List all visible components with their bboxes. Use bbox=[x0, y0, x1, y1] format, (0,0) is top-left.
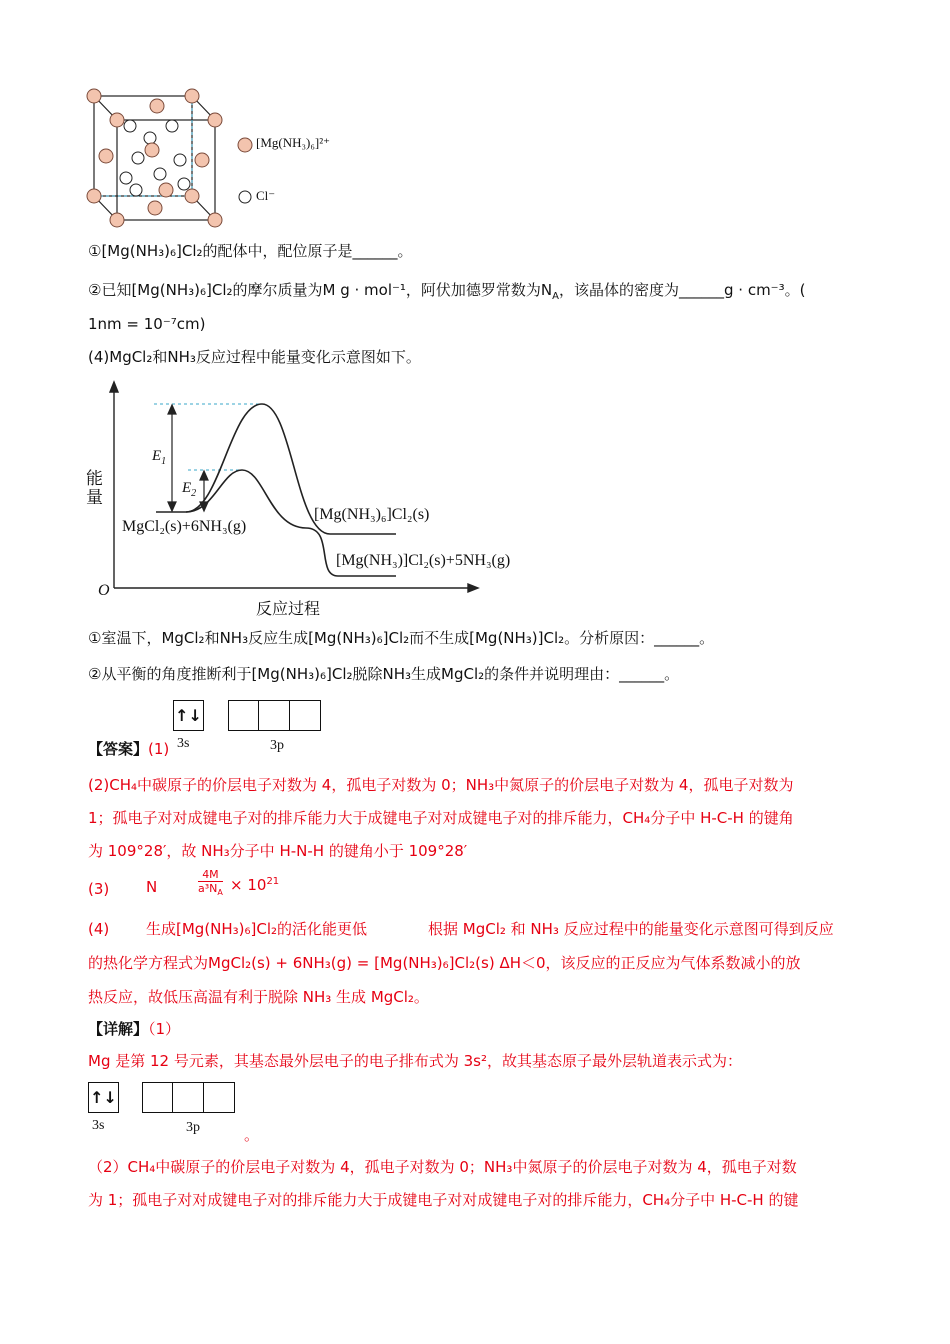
detail-num: （1） bbox=[148, 1020, 181, 1038]
q3-part2 bbox=[88, 279, 805, 308]
detail-orbital-3s-label: 3s bbox=[92, 1118, 105, 1133]
fraction-numerator: 4M bbox=[198, 868, 223, 882]
detail-part2-line2: 为 1；孤电子对对成键电子对的排斥能力大于成键电子对对成键电子对的排斥能力，CH₄分子中 H-C-H 的键 bbox=[88, 1191, 799, 1209]
answer-part4-b: 根据 MgCl₂ 和 NH₃ 反应过程中的能量变化示意图可得到反应 bbox=[428, 920, 834, 938]
legend-mg-label: [Mg(NH₃)₆]²⁺ bbox=[256, 135, 330, 150]
e1-sub: 1 bbox=[161, 456, 167, 467]
q3-part2-a: ②已知[Mg(NH₃)₆]Cl₂的摩尔质量为M g · mol⁻¹，阿伏加德罗常数为N bbox=[88, 281, 553, 299]
e1-letter: E bbox=[152, 448, 162, 464]
crystal-cell-figure bbox=[80, 80, 350, 240]
answer-part4-label: (4) bbox=[88, 920, 110, 938]
e1-label bbox=[152, 448, 166, 467]
answer-part1-label: (1) bbox=[148, 740, 170, 758]
q4-part1: ①室温下，MgCl₂和NH₃反应生成[Mg(NH₃)₆]Cl₂而不生成[Mg(NH₃)]Cl₂。分析原因：______。 bbox=[88, 629, 715, 647]
answer-part3-fraction bbox=[198, 868, 223, 897]
q4-intro: (4)MgCl₂和NH₃反应过程中能量变化示意图如下。 bbox=[88, 348, 421, 366]
y-axis-label-2: 量 bbox=[86, 488, 103, 508]
answer-tag: 【答案】 bbox=[88, 740, 149, 758]
answer-part3-n: N bbox=[146, 878, 158, 896]
q3-part2-b: ，该晶体的密度为______g · cm⁻³。( bbox=[559, 281, 806, 299]
reactants-label: MgCl₂(s)+6NH₃(g) bbox=[122, 518, 247, 535]
fraction-den-text: a³N bbox=[198, 882, 218, 895]
y-axis-label-1: 能 bbox=[86, 469, 103, 489]
orbital-3p-boxes bbox=[228, 700, 321, 731]
product1-label: [Mg(NH₃)₆]Cl₂(s) bbox=[314, 506, 430, 523]
origin-label: O bbox=[98, 582, 110, 599]
answer-part2-line1: (2)CH₄中碳原子的价层电子对数为 4，孤电子对数为 0；NH₃中氮原子的价层电子对数为 4，孤电子对数为 bbox=[88, 776, 794, 794]
detail-orbital-3p-boxes bbox=[142, 1082, 235, 1113]
e2-letter: E bbox=[182, 480, 192, 496]
multiplier-text: × 10 bbox=[230, 876, 267, 894]
answer-part4-a: 生成[Mg(NH₃)₆]Cl₂的活化能更低 bbox=[146, 920, 368, 938]
orbital-3p-label: 3p bbox=[270, 738, 284, 753]
detail-orbital-3p-label: 3p bbox=[186, 1120, 200, 1135]
detail-tag: 【详解】 bbox=[88, 1020, 149, 1038]
product2-label: [Mg(NH₃)]Cl₂(s)+5NH₃(g) bbox=[336, 552, 511, 569]
orbital-3s-label: 3s bbox=[177, 736, 190, 751]
x-axis-label: 反应过程 bbox=[256, 599, 321, 618]
detail-orbital-3s-box: ↑↓ bbox=[88, 1082, 119, 1113]
detail-heading bbox=[88, 1018, 180, 1040]
y-axis-label bbox=[86, 470, 103, 508]
orbital-3p-box bbox=[228, 700, 259, 731]
legend-cl-label: Cl⁻ bbox=[256, 188, 276, 203]
orbital-3p-box bbox=[290, 700, 321, 731]
answer-part3-label: (3) bbox=[88, 880, 110, 898]
detail-orbital-3p-box bbox=[173, 1082, 204, 1113]
q3-part2-sub: A bbox=[552, 291, 559, 302]
answer-part4-line3: 热反应，故低压高温有利于脱除 NH₃ 生成 MgCl₂。 bbox=[88, 988, 429, 1006]
answer-part3-multiplier bbox=[230, 876, 279, 894]
energy-diagram bbox=[80, 378, 490, 618]
detail-part1: Mg 是第 12 号元素，其基态最外层电子的电子排布式为 3s²，故其基态原子最外层轨道表示式为： bbox=[88, 1052, 742, 1070]
q4-part2: ②从平衡的角度推断利于[Mg(NH₃)₆]Cl₂脱除NH₃生成MgCl₂的条件并说明理由：______。 bbox=[88, 665, 680, 683]
detail-period: 。 bbox=[244, 1126, 260, 1144]
q3-part1: ①[Mg(NH₃)₆]Cl₂的配体中，配位原子是______。 bbox=[88, 242, 413, 260]
q3-part3: 1nm = 10⁻⁷cm) bbox=[88, 315, 206, 333]
fraction-den-sub: A bbox=[217, 888, 223, 898]
e2-sub: 2 bbox=[191, 488, 197, 499]
detail-part2-line1: （2）CH₄中碳原子的价层电子对数为 4，孤电子对数为 0；NH₃中氮原子的价层电子对数为 4，孤电子对数 bbox=[88, 1158, 797, 1176]
answer-part2-line3: 为 109°28′，故 NH₃分子中 H-N-H 的键角小于 109°28′ bbox=[88, 842, 468, 860]
answer-part4-line2: 的热化学方程式为MgCl₂(s) + 6NH₃(g) = [Mg(NH₃)₆]Cl₂(s) ΔH＜0，该反应的正反应为气体系数减小的放 bbox=[88, 954, 801, 972]
fraction-denominator bbox=[198, 882, 223, 897]
e2-label bbox=[182, 480, 196, 499]
multiplier-exp: 21 bbox=[266, 876, 280, 887]
orbital-3s-box: ↑↓ bbox=[173, 700, 204, 731]
detail-orbital-3p-box bbox=[142, 1082, 173, 1113]
answer-part2-line2: 1；孤电子对对成键电子对的排斥能力大于成键电子对对成键电子对的排斥能力，CH₄分子中 H-C-H 的键角 bbox=[88, 809, 794, 827]
detail-orbital-3p-box bbox=[204, 1082, 235, 1113]
answer-part1 bbox=[88, 738, 169, 760]
orbital-3p-box bbox=[259, 700, 290, 731]
